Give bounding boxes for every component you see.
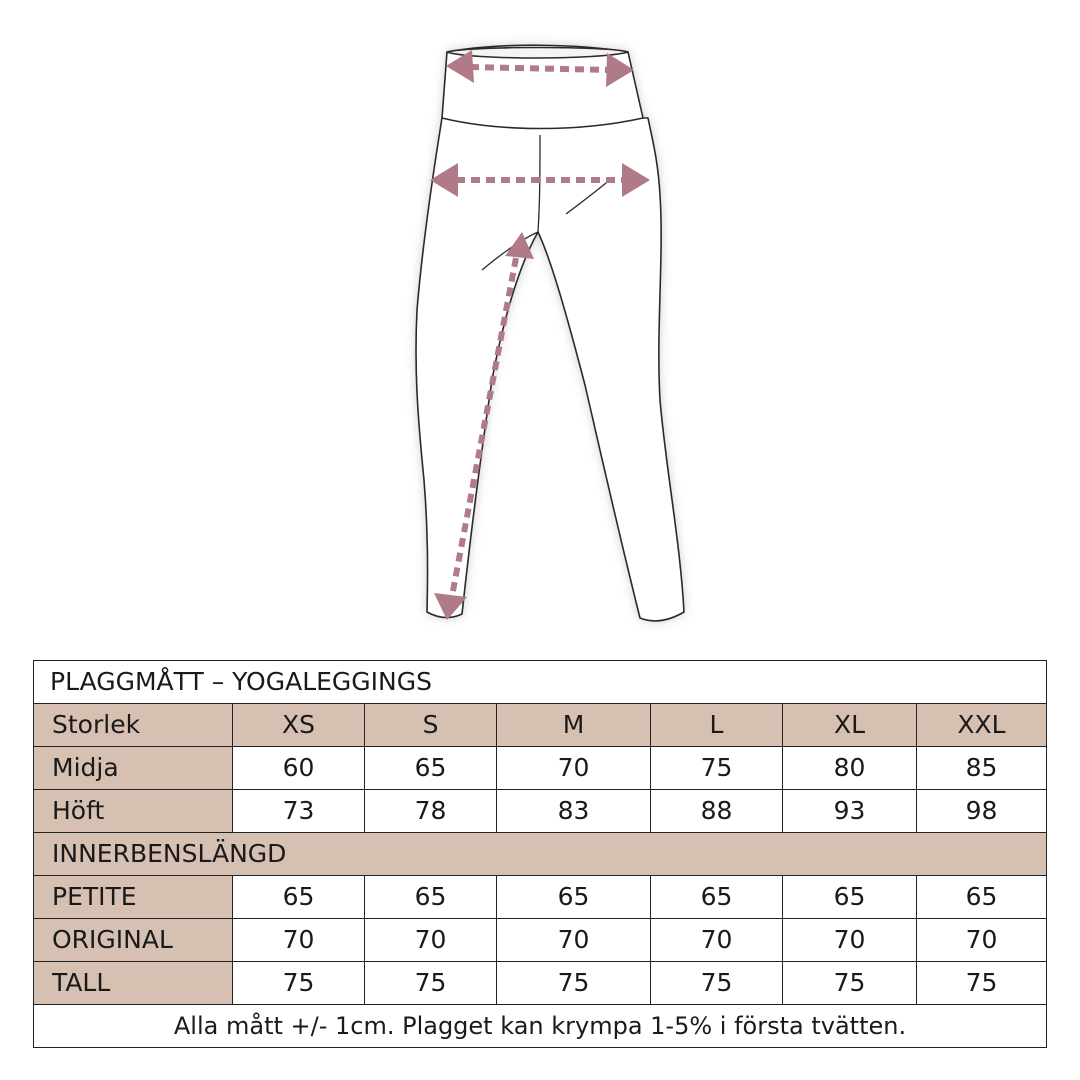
table-row bbox=[34, 876, 1047, 919]
footnote-row bbox=[34, 1005, 1047, 1048]
table-cell: 70 bbox=[497, 747, 651, 790]
table-row bbox=[34, 747, 1047, 790]
footnote: Alla mått +/- 1cm. Plagget kan krympa 1-5% i första tvätten. bbox=[34, 1005, 1047, 1048]
table-cell: 65 bbox=[917, 876, 1047, 919]
row-label: PETITE bbox=[34, 876, 233, 919]
table-cell: 98 bbox=[917, 790, 1047, 833]
table-cell: 65 bbox=[651, 876, 783, 919]
table-cell: 75 bbox=[917, 962, 1047, 1005]
table-cell: 65 bbox=[233, 876, 365, 919]
table-cell: 83 bbox=[497, 790, 651, 833]
table-cell: 75 bbox=[783, 962, 917, 1005]
table-cell: 75 bbox=[497, 962, 651, 1005]
table-cell: 78 bbox=[365, 790, 497, 833]
table-cell: 85 bbox=[917, 747, 1047, 790]
table-row bbox=[34, 919, 1047, 962]
size-header-cell: M bbox=[497, 704, 651, 747]
leggings-outline bbox=[416, 45, 684, 621]
table-cell: 70 bbox=[917, 919, 1047, 962]
table-cell: 65 bbox=[497, 876, 651, 919]
row-label: ORIGINAL bbox=[34, 919, 233, 962]
table-cell: 65 bbox=[365, 876, 497, 919]
table-cell: 80 bbox=[783, 747, 917, 790]
size-header-row bbox=[34, 704, 1047, 747]
size-header-cell: XL bbox=[783, 704, 917, 747]
table-cell: 65 bbox=[365, 747, 497, 790]
table-row bbox=[34, 790, 1047, 833]
table-cell: 93 bbox=[783, 790, 917, 833]
size-header-cell: L bbox=[651, 704, 783, 747]
size-header-label: Storlek bbox=[34, 704, 233, 747]
size-header-cell: XS bbox=[233, 704, 365, 747]
table-title: PLAGGMÅTT – YOGALEGGINGS bbox=[34, 661, 1047, 704]
row-label: Höft bbox=[34, 790, 233, 833]
table-cell: 70 bbox=[651, 919, 783, 962]
size-header-cell: S bbox=[365, 704, 497, 747]
table-cell: 73 bbox=[233, 790, 365, 833]
size-chart-table bbox=[33, 660, 1047, 1048]
table-row bbox=[34, 962, 1047, 1005]
table-cell: 70 bbox=[233, 919, 365, 962]
table-title-row bbox=[34, 661, 1047, 704]
row-label: Midja bbox=[34, 747, 233, 790]
section-title: INNERBENSLÄNGD bbox=[34, 833, 1047, 876]
table-cell: 75 bbox=[365, 962, 497, 1005]
table-cell: 70 bbox=[783, 919, 917, 962]
size-header-cell: XXL bbox=[917, 704, 1047, 747]
table-cell: 70 bbox=[497, 919, 651, 962]
section-row bbox=[34, 833, 1047, 876]
table-cell: 60 bbox=[233, 747, 365, 790]
table-cell: 75 bbox=[651, 747, 783, 790]
table-cell: 75 bbox=[651, 962, 783, 1005]
table-cell: 70 bbox=[365, 919, 497, 962]
table-cell: 88 bbox=[651, 790, 783, 833]
row-label: TALL bbox=[34, 962, 233, 1005]
table-cell: 75 bbox=[233, 962, 365, 1005]
table-cell: 65 bbox=[783, 876, 917, 919]
